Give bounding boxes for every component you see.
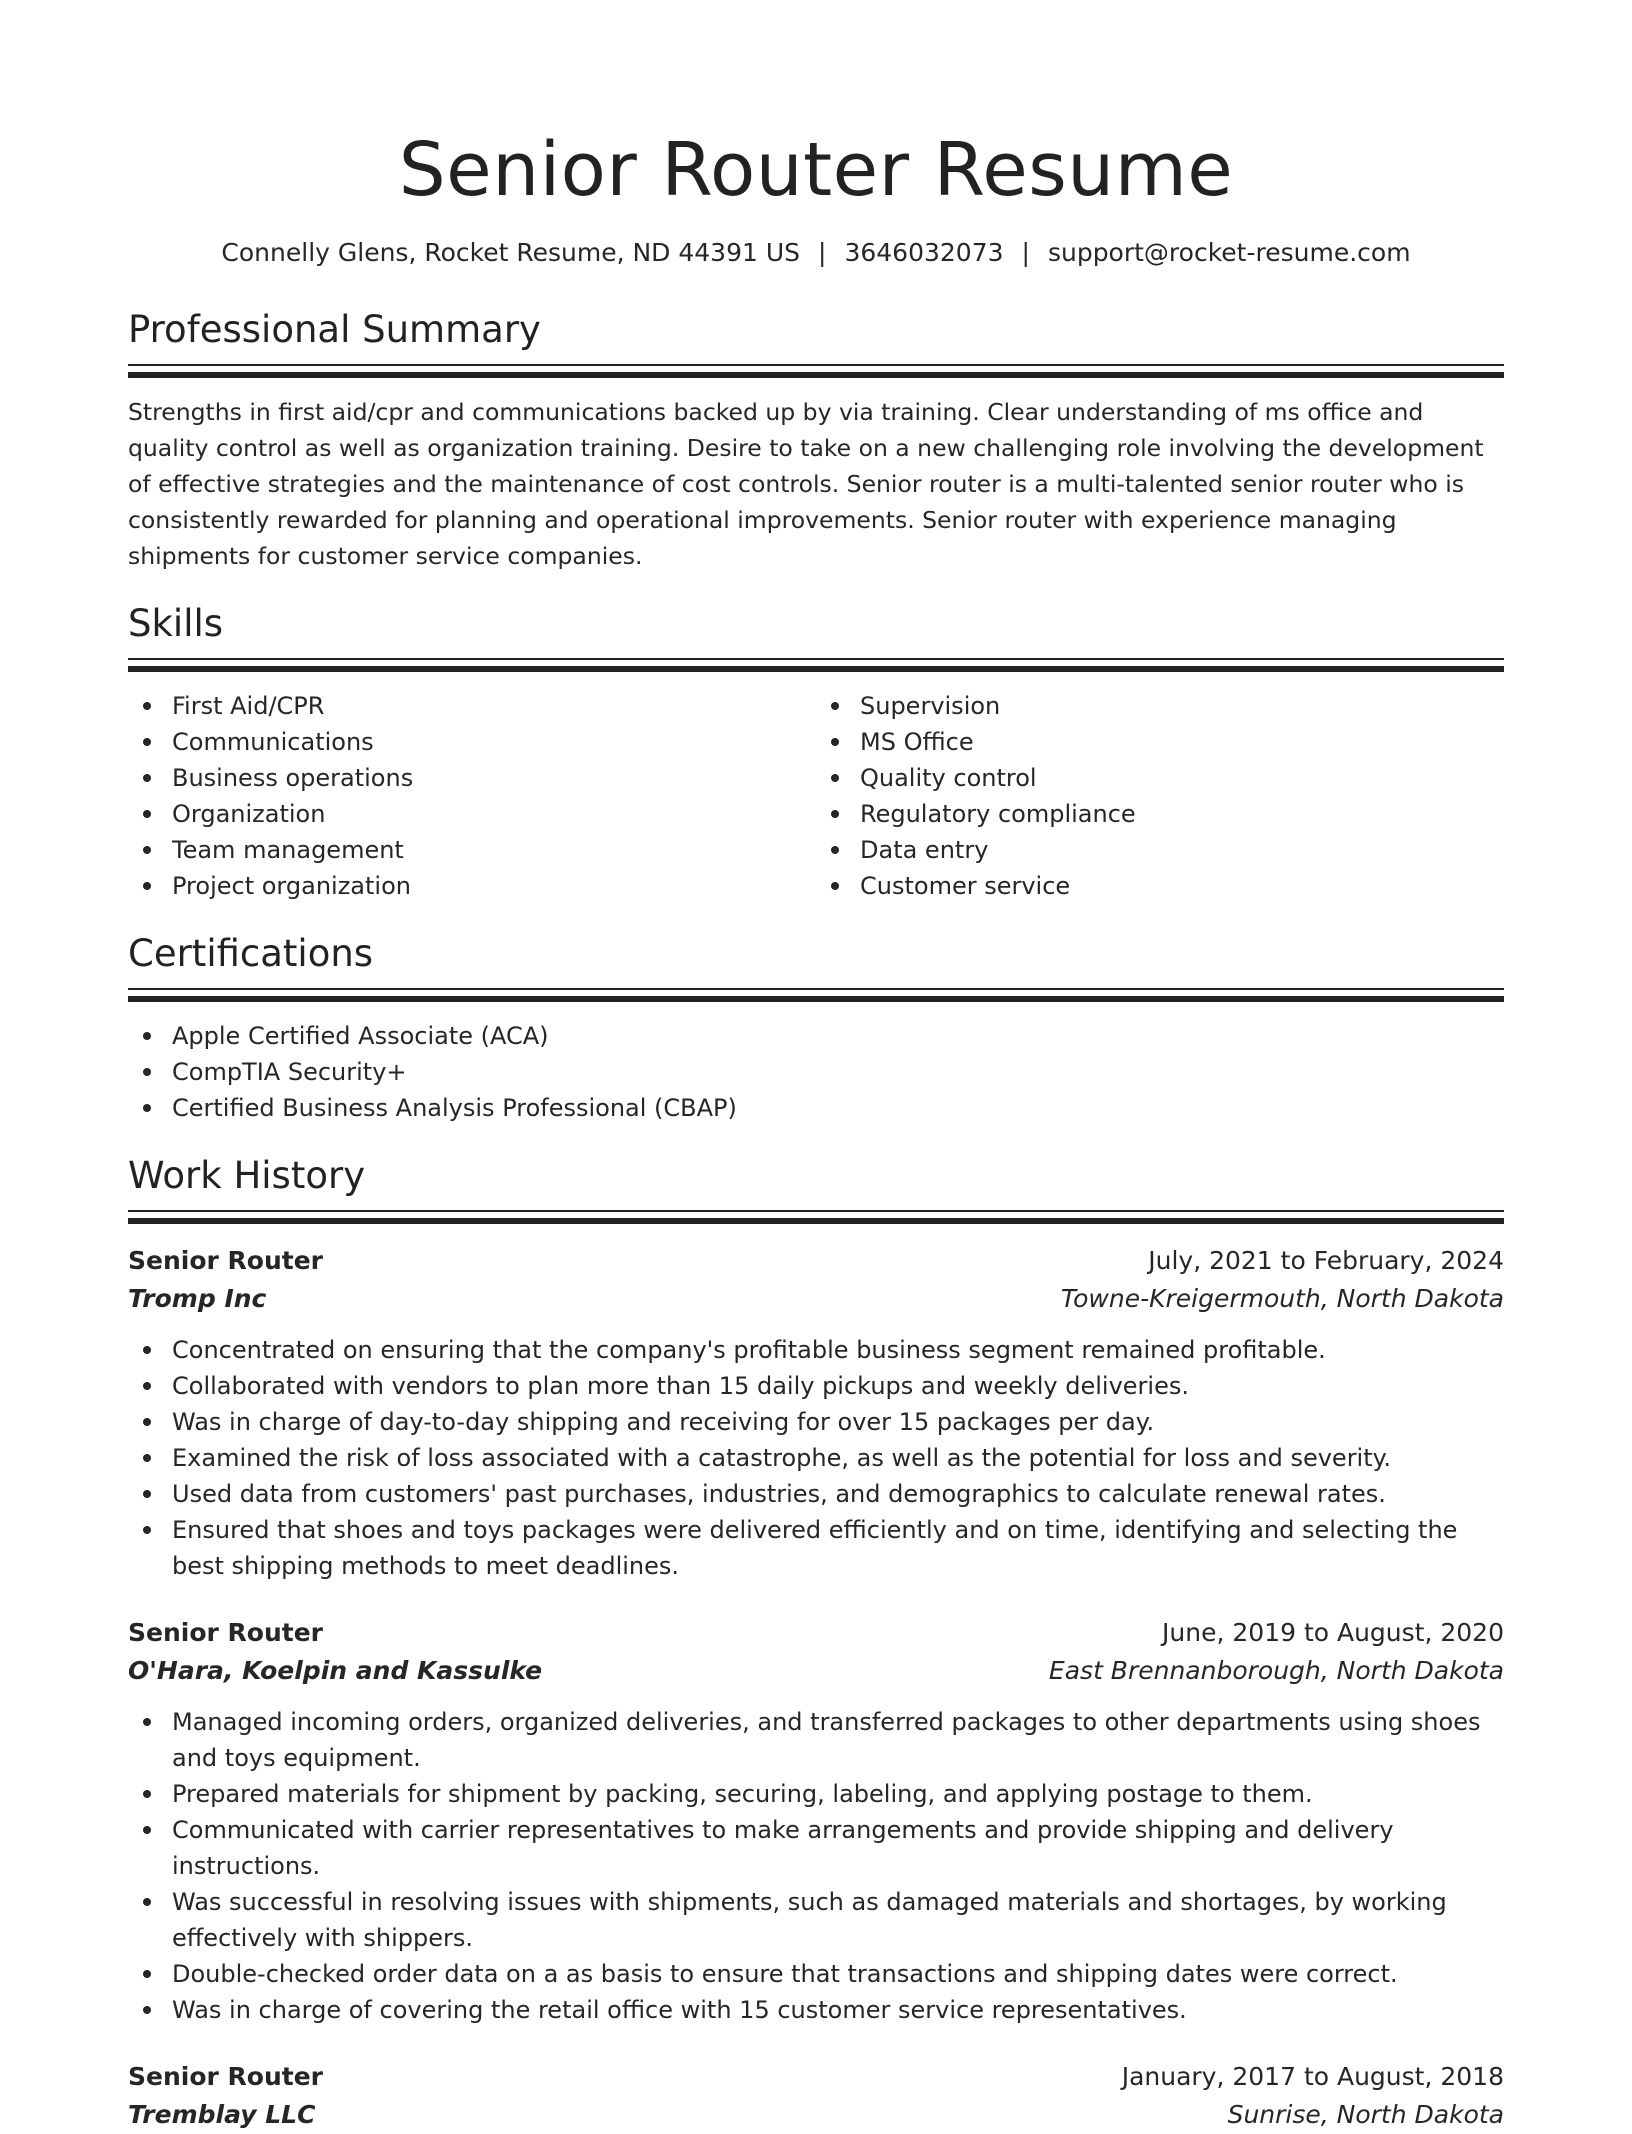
resume-title: Senior Router Resume bbox=[398, 127, 1234, 213]
contact-separator: | bbox=[818, 238, 827, 267]
job-bullet: Ensured that shoes and toys packages were delivered efficiently and on time, identifying and selecting the best shipping methods to meet deadlines. bbox=[172, 1512, 1504, 1584]
job-bullets bbox=[128, 1332, 1504, 1584]
certifications-list bbox=[128, 1018, 1504, 1126]
job-title: Senior Router bbox=[128, 2062, 323, 2091]
skills-grid bbox=[128, 688, 1504, 904]
contact-line bbox=[128, 236, 1504, 270]
job-bullet: Was in charge of covering the retail office with 15 customer service representatives. bbox=[172, 1992, 1504, 2028]
job-bullet: Examined the risk of loss associated with a catastrophe, as well as the potential for loss and severity. bbox=[172, 1440, 1504, 1476]
job-bullet: Used data from customers' past purchases, industries, and demographics to calculate renewal rates. bbox=[172, 1476, 1504, 1512]
job-bullet: Double-checked order data on a as basis to ensure that transactions and shipping dates were correct. bbox=[172, 1956, 1504, 1992]
skill-item: Organization bbox=[172, 796, 816, 832]
section-divider-thick bbox=[128, 996, 1504, 1002]
job-header-row bbox=[128, 1242, 1504, 1280]
skills-list-left bbox=[128, 688, 816, 904]
summary-heading: Professional Summary bbox=[128, 308, 541, 351]
certification-item: Apple Certified Associate (ACA) bbox=[172, 1018, 1504, 1054]
job-company: Tromp Inc bbox=[128, 1284, 267, 1313]
skill-item: Team management bbox=[172, 832, 816, 868]
job-company: O'Hara, Koelpin and Kassulke bbox=[128, 1656, 543, 1685]
job-location: East Brennanborough, North Dakota bbox=[1048, 1656, 1504, 1685]
skill-item: First Aid/CPR bbox=[172, 688, 816, 724]
certifications-section bbox=[128, 930, 1504, 1126]
job-bullet: Concentrated on ensuring that the company's profitable business segment remained profitable. bbox=[172, 1332, 1504, 1368]
job-entry bbox=[128, 1242, 1504, 1584]
skill-item: Business operations bbox=[172, 760, 816, 796]
job-entry bbox=[128, 1614, 1504, 2028]
skill-item: MS Office bbox=[860, 724, 1504, 760]
job-title: Senior Router bbox=[128, 1246, 323, 1275]
certification-item: Certified Business Analysis Professional (CBAP) bbox=[172, 1090, 1504, 1126]
skills-section bbox=[128, 600, 1504, 904]
certification-item: CompTIA Security+ bbox=[172, 1054, 1504, 1090]
skills-heading: Skills bbox=[128, 602, 224, 645]
section-divider-thick bbox=[128, 372, 1504, 378]
job-header-row bbox=[128, 1614, 1504, 1652]
job-bullet: Collaborated with vendors to plan more than 15 daily pickups and weekly deliveries. bbox=[172, 1368, 1504, 1404]
skill-item: Data entry bbox=[860, 832, 1504, 868]
skill-item: Quality control bbox=[860, 760, 1504, 796]
section-divider-thick bbox=[128, 1218, 1504, 1224]
job-entry bbox=[128, 2058, 1504, 2134]
skill-item: Project organization bbox=[172, 868, 816, 904]
work-heading: Work History bbox=[128, 1154, 366, 1197]
skill-item: Communications bbox=[172, 724, 816, 760]
job-location: Sunrise, North Dakota bbox=[1227, 2100, 1504, 2129]
certifications-heading: Certifications bbox=[128, 932, 374, 975]
contact-address: Connelly Glens, Rocket Resume, ND 44391 US bbox=[221, 238, 801, 267]
job-dates: June, 2019 to August, 2020 bbox=[1162, 1618, 1504, 1647]
job-bullets bbox=[128, 1704, 1504, 2028]
skill-item: Customer service bbox=[860, 868, 1504, 904]
skill-item: Supervision bbox=[860, 688, 1504, 724]
job-location: Towne-Kreigermouth, North Dakota bbox=[1060, 1284, 1504, 1313]
summary-text: Strengths in first aid/cpr and communications backed up by via training. Clear understanding of ms office and quality control as well as organization training. Desire to take on a new challenging role involving the development of effective strategies and the maintenance of cost controls. Senior router is a multi-talented senior router who is consistently rewarded for planning and operational improvements. Senior router with experience managing shipments for customer service companies. bbox=[128, 398, 1484, 570]
job-bullet: Was successful in resolving issues with shipments, such as damaged materials and shortages, by working effectively with shippers. bbox=[172, 1884, 1504, 1956]
job-bullet: Communicated with carrier representatives to make arrangements and provide shipping and delivery instructions. bbox=[172, 1812, 1504, 1884]
job-dates: January, 2017 to August, 2018 bbox=[1121, 2062, 1504, 2091]
job-company: Tremblay LLC bbox=[128, 2100, 316, 2129]
contact-separator: | bbox=[1021, 238, 1030, 267]
job-dates: July, 2021 to February, 2024 bbox=[1148, 1246, 1504, 1275]
job-bullet: Was in charge of day-to-day shipping and receiving for over 15 packages per day. bbox=[172, 1404, 1504, 1440]
section-divider-thick bbox=[128, 666, 1504, 672]
job-header-row bbox=[128, 2058, 1504, 2096]
job-subheader-row bbox=[128, 1280, 1504, 1318]
skills-list-right bbox=[816, 688, 1504, 904]
resume-page bbox=[128, 0, 1504, 2134]
job-bullet: Managed incoming orders, organized deliveries, and transferred packages to other departments using shoes and toys equipment. bbox=[172, 1704, 1504, 1776]
contact-phone[interactable]: 3646032073 bbox=[844, 238, 1004, 267]
skill-item: Regulatory compliance bbox=[860, 796, 1504, 832]
section-divider bbox=[128, 364, 1504, 366]
summary-section bbox=[128, 306, 1504, 574]
section-divider bbox=[128, 1210, 1504, 1212]
work-section bbox=[128, 1152, 1504, 2134]
job-subheader-row bbox=[128, 2096, 1504, 2134]
job-title: Senior Router bbox=[128, 1618, 323, 1647]
section-divider bbox=[128, 988, 1504, 990]
section-divider bbox=[128, 658, 1504, 660]
job-bullet: Prepared materials for shipment by packing, securing, labeling, and applying postage to them. bbox=[172, 1776, 1504, 1812]
contact-email[interactable]: support@rocket-resume.com bbox=[1047, 238, 1411, 267]
job-subheader-row bbox=[128, 1652, 1504, 1690]
